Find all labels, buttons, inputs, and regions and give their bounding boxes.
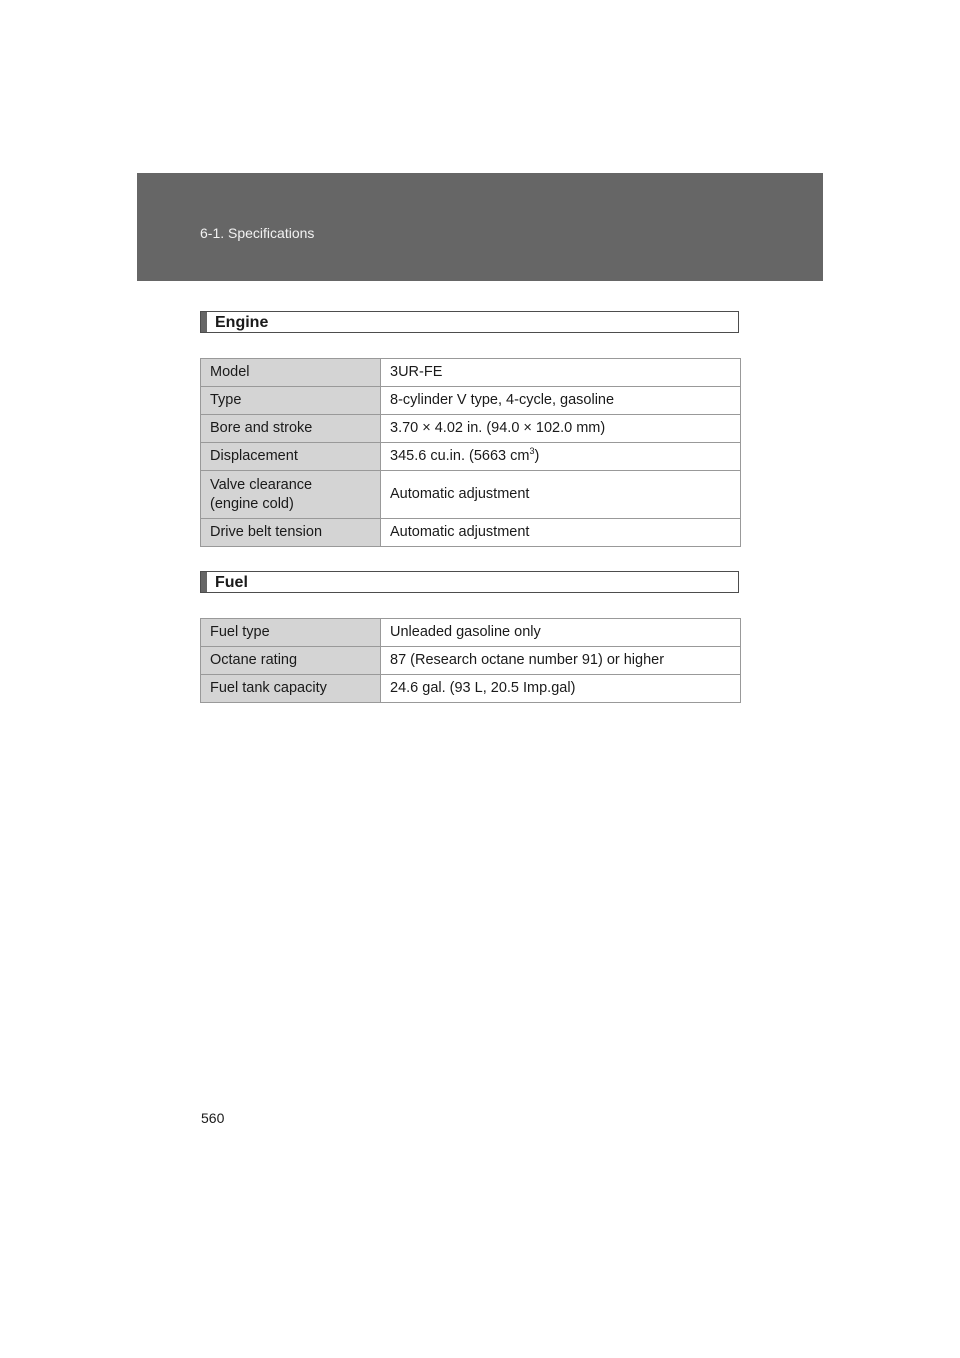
row-label: Drive belt tension [201,519,381,547]
row-value: 3.70 × 4.02 in. (94.0 × 102.0 mm) [381,415,741,443]
row-label: Displacement [201,443,381,471]
row-value: Automatic adjustment [381,519,741,547]
table-row [201,647,741,675]
row-label-line2: (engine cold) [210,495,294,512]
fuel-heading-text: Fuel [215,574,248,591]
engine-heading-text: Engine [215,314,269,331]
page-number: 560 [201,1110,225,1126]
row-value: Automatic adjustment [381,471,741,519]
row-label [201,471,381,519]
row-value: Unleaded gasoline only [381,619,741,647]
row-label: Fuel tank capacity [201,675,381,703]
row-value: 3UR-FE [381,359,741,387]
row-label: Type [201,387,381,415]
table-row [201,443,741,471]
superscript-3: 3 [529,446,535,457]
table-row [201,471,741,519]
table-row [201,415,741,443]
engine-spec-table [200,358,741,547]
row-label: Fuel type [201,619,381,647]
heading-accent-bar [201,312,207,332]
table-row [201,359,741,387]
engine-section-heading [200,311,739,333]
header-band [137,173,823,281]
row-label: Octane rating [201,647,381,675]
row-label: Model [201,359,381,387]
table-row [201,519,741,547]
table-row [201,619,741,647]
row-label: Bore and stroke [201,415,381,443]
row-value: 24.6 gal. (93 L, 20.5 Imp.gal) [381,675,741,703]
table-row [201,675,741,703]
row-value: 87 (Research octane number 91) or higher [381,647,741,675]
section-label: 6-1. Specifications [200,225,315,241]
row-value [381,443,741,471]
table-row [201,387,741,415]
fuel-spec-table [200,618,741,703]
displacement-value-end: ) [534,448,540,464]
row-value: 8-cylinder V type, 4-cycle, gasoline [381,387,741,415]
fuel-section-heading [200,571,739,593]
row-label-line1: Valve clearance [210,476,313,493]
displacement-value: 345.6 cu.in. (5663 cm [390,448,530,464]
heading-accent-bar [201,572,207,592]
